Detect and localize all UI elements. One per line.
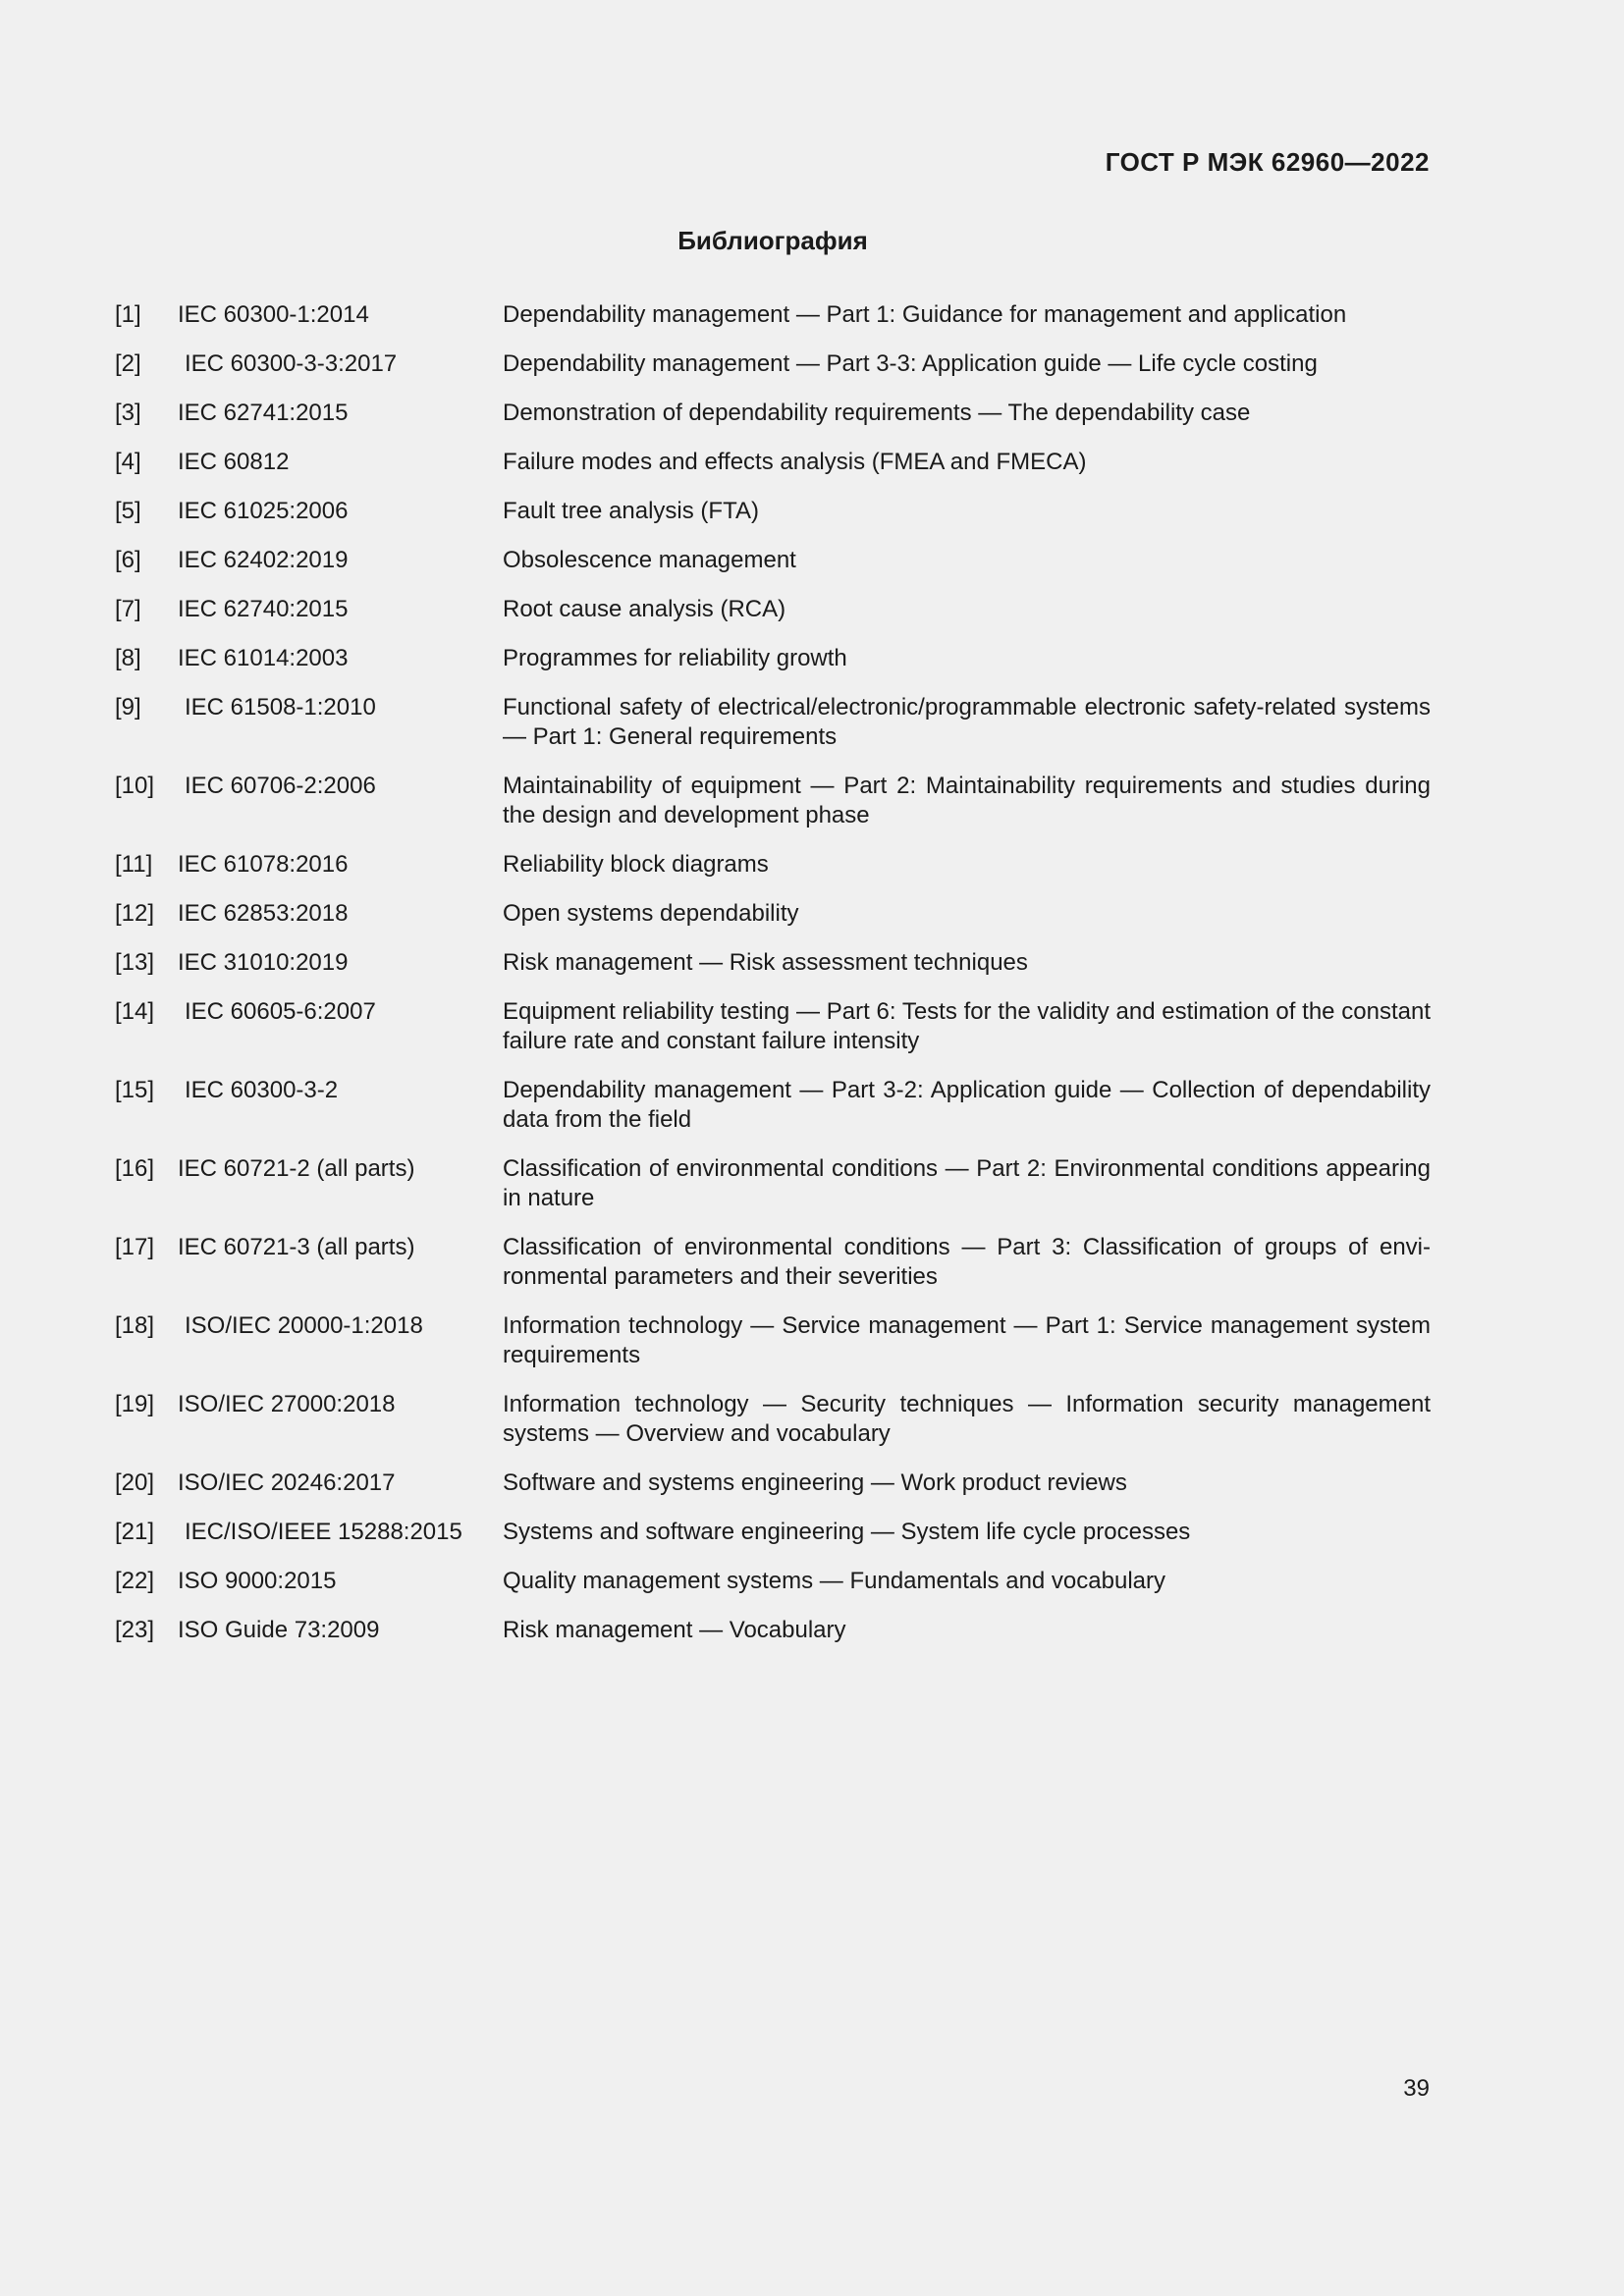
entry-standard-code: IEC 61078:2016	[178, 851, 349, 878]
entry-standard-code: ISO Guide 73:2009	[178, 1617, 380, 1643]
bibliography-entry	[115, 497, 1431, 526]
entry-standard-code: IEC 61508-1:2010	[185, 694, 376, 721]
entry-number: [5]	[115, 498, 141, 524]
bibliography-entry	[115, 693, 1431, 752]
entry-standard-code: ISO/IEC 20000-1:2018	[185, 1312, 423, 1339]
bibliography-entry	[115, 948, 1431, 978]
bibliography-entry	[115, 1154, 1431, 1213]
entry-standard-code: IEC/ISO/IEEE 15288:2015	[185, 1519, 462, 1545]
entry-standard-code: IEC 62402:2019	[178, 547, 349, 573]
entry-number: [4]	[115, 449, 141, 475]
entry-title: Risk management — Vocabulary	[503, 1617, 846, 1643]
entry-standard-code: IEC 61014:2003	[178, 645, 349, 671]
entry-number: [23]	[115, 1617, 155, 1643]
bibliography-entry	[115, 644, 1431, 673]
entry-title: Demonstration of dependability requirements — The dependability case	[503, 400, 1251, 426]
bibliography-entry	[115, 1518, 1431, 1547]
bibliography-entry	[115, 546, 1431, 575]
entry-standard-code: IEC 60706-2:2006	[185, 773, 376, 799]
entry-number: [19]	[115, 1391, 155, 1417]
entry-title: Reliability block diagrams	[503, 851, 769, 878]
entry-standard-code: IEC 62741:2015	[178, 400, 349, 426]
entry-title: Quality management systems — Fundamentals and vocabulary	[503, 1568, 1165, 1594]
entry-title: Classification of environmental conditions — Part 2: Environmental conditions appearing in nature	[503, 1155, 1431, 1211]
entry-number: [20]	[115, 1469, 155, 1496]
entry-title: Information technology — Service management — Part 1: Service management system requirements	[503, 1312, 1431, 1368]
entry-number: [18]	[115, 1312, 155, 1339]
entry-number: [14]	[115, 998, 155, 1025]
entry-standard-code: IEC 62740:2015	[178, 596, 349, 622]
entry-standard-code: IEC 60300-1:2014	[178, 301, 369, 328]
page-title: Библиография	[677, 226, 868, 255]
entry-number: [21]	[115, 1519, 155, 1545]
entry-standard-code: ISO/IEC 20246:2017	[178, 1469, 396, 1496]
entry-standard-code: IEC 60300-3-3:2017	[185, 350, 398, 377]
entry-title: Programmes for reliability growth	[503, 645, 847, 671]
entry-standard-code: IEC 60721-2 (all parts)	[178, 1155, 415, 1182]
entry-number: [16]	[115, 1155, 155, 1182]
entry-title: Risk management — Risk assessment techniques	[503, 949, 1028, 976]
bibliography-entry	[115, 850, 1431, 880]
entry-title: Open systems dependability	[503, 900, 799, 927]
entry-standard-code: IEC 60721-3 (all parts)	[178, 1234, 415, 1260]
entry-title: Failure modes and effects analysis (FMEA and FMECA)	[503, 449, 1087, 475]
entry-title: Fault tree analysis (FTA)	[503, 498, 759, 524]
bibliography-entry	[115, 300, 1431, 330]
bibliography-entry	[115, 997, 1431, 1056]
entry-standard-code: IEC 60300-3-2	[185, 1077, 339, 1103]
entry-title: Obsolescence management	[503, 547, 796, 573]
entry-standard-code: IEC 61025:2006	[178, 498, 349, 524]
entry-number: [8]	[115, 645, 141, 671]
entry-title: Dependability management — Part 1: Guidance for management and application	[503, 301, 1347, 328]
entry-title: Maintainability of equipment — Part 2: Maintainability requirements and studies during the design and development phase	[503, 773, 1431, 828]
entry-standard-code: IEC 60605-6:2007	[185, 998, 376, 1025]
entry-standard-code: IEC 31010:2019	[178, 949, 349, 976]
bibliography-entry	[115, 1233, 1431, 1292]
entry-number: [11]	[115, 851, 153, 878]
entry-title: Root cause analysis (RCA)	[503, 596, 786, 622]
bibliography-entry	[115, 595, 1431, 624]
entry-number: [7]	[115, 596, 141, 622]
entry-title: Equipment reliability testing — Part 6: Tests for the validity and estimation of the constant failure rate and constant failure intensity	[503, 998, 1431, 1054]
entry-number: [15]	[115, 1077, 155, 1103]
entry-number: [22]	[115, 1568, 155, 1594]
entry-number: [6]	[115, 547, 141, 573]
entry-standard-code: ISO/IEC 27000:2018	[178, 1391, 396, 1417]
entry-standard-code: ISO 9000:2015	[178, 1568, 337, 1594]
entry-number: [10]	[115, 773, 155, 799]
bibliography-entry	[115, 1468, 1431, 1498]
bibliography-entry	[115, 349, 1431, 379]
entry-number: [13]	[115, 949, 155, 976]
entry-number: [17]	[115, 1234, 155, 1260]
entry-number: [1]	[115, 301, 141, 328]
bibliography-entry	[115, 1311, 1431, 1370]
entry-title: Classification of environmental conditions — Part 3: Classification of groups of environmental parameters and their severities	[503, 1234, 1431, 1290]
bibliography-list	[115, 300, 1431, 1665]
entry-title: Functional safety of electrical/electronic/programmable electronic safety-related systems — Part 1: General requirements	[503, 694, 1431, 750]
entry-number: [3]	[115, 400, 141, 426]
document-code-header: ГОСТ Р МЭК 62960—2022	[1105, 147, 1430, 177]
bibliography-entry	[115, 448, 1431, 477]
bibliography-entry	[115, 1390, 1431, 1449]
entry-number: [9]	[115, 694, 141, 721]
entry-standard-code: IEC 62853:2018	[178, 900, 349, 927]
entry-title: Software and systems engineering — Work product reviews	[503, 1469, 1127, 1496]
entry-title: Information technology — Security techniques — Information security management systems — Overview and vocabulary	[503, 1391, 1431, 1447]
entry-title: Dependability management — Part 3-2: Application guide — Collection of dependability data from the field	[503, 1077, 1431, 1133]
bibliography-entry	[115, 1616, 1431, 1645]
entry-number: [2]	[115, 350, 141, 377]
bibliography-entry	[115, 399, 1431, 428]
entry-number: [12]	[115, 900, 155, 927]
bibliography-entry	[115, 1076, 1431, 1135]
bibliography-entry	[115, 899, 1431, 929]
entry-standard-code: IEC 60812	[178, 449, 290, 475]
entry-title: Systems and software engineering — System life cycle processes	[503, 1519, 1191, 1545]
entry-title: Dependability management — Part 3-3: Application guide — Life cycle costing	[503, 350, 1318, 377]
page-number: 39	[1403, 2075, 1430, 2102]
bibliography-entry	[115, 772, 1431, 830]
bibliography-entry	[115, 1567, 1431, 1596]
